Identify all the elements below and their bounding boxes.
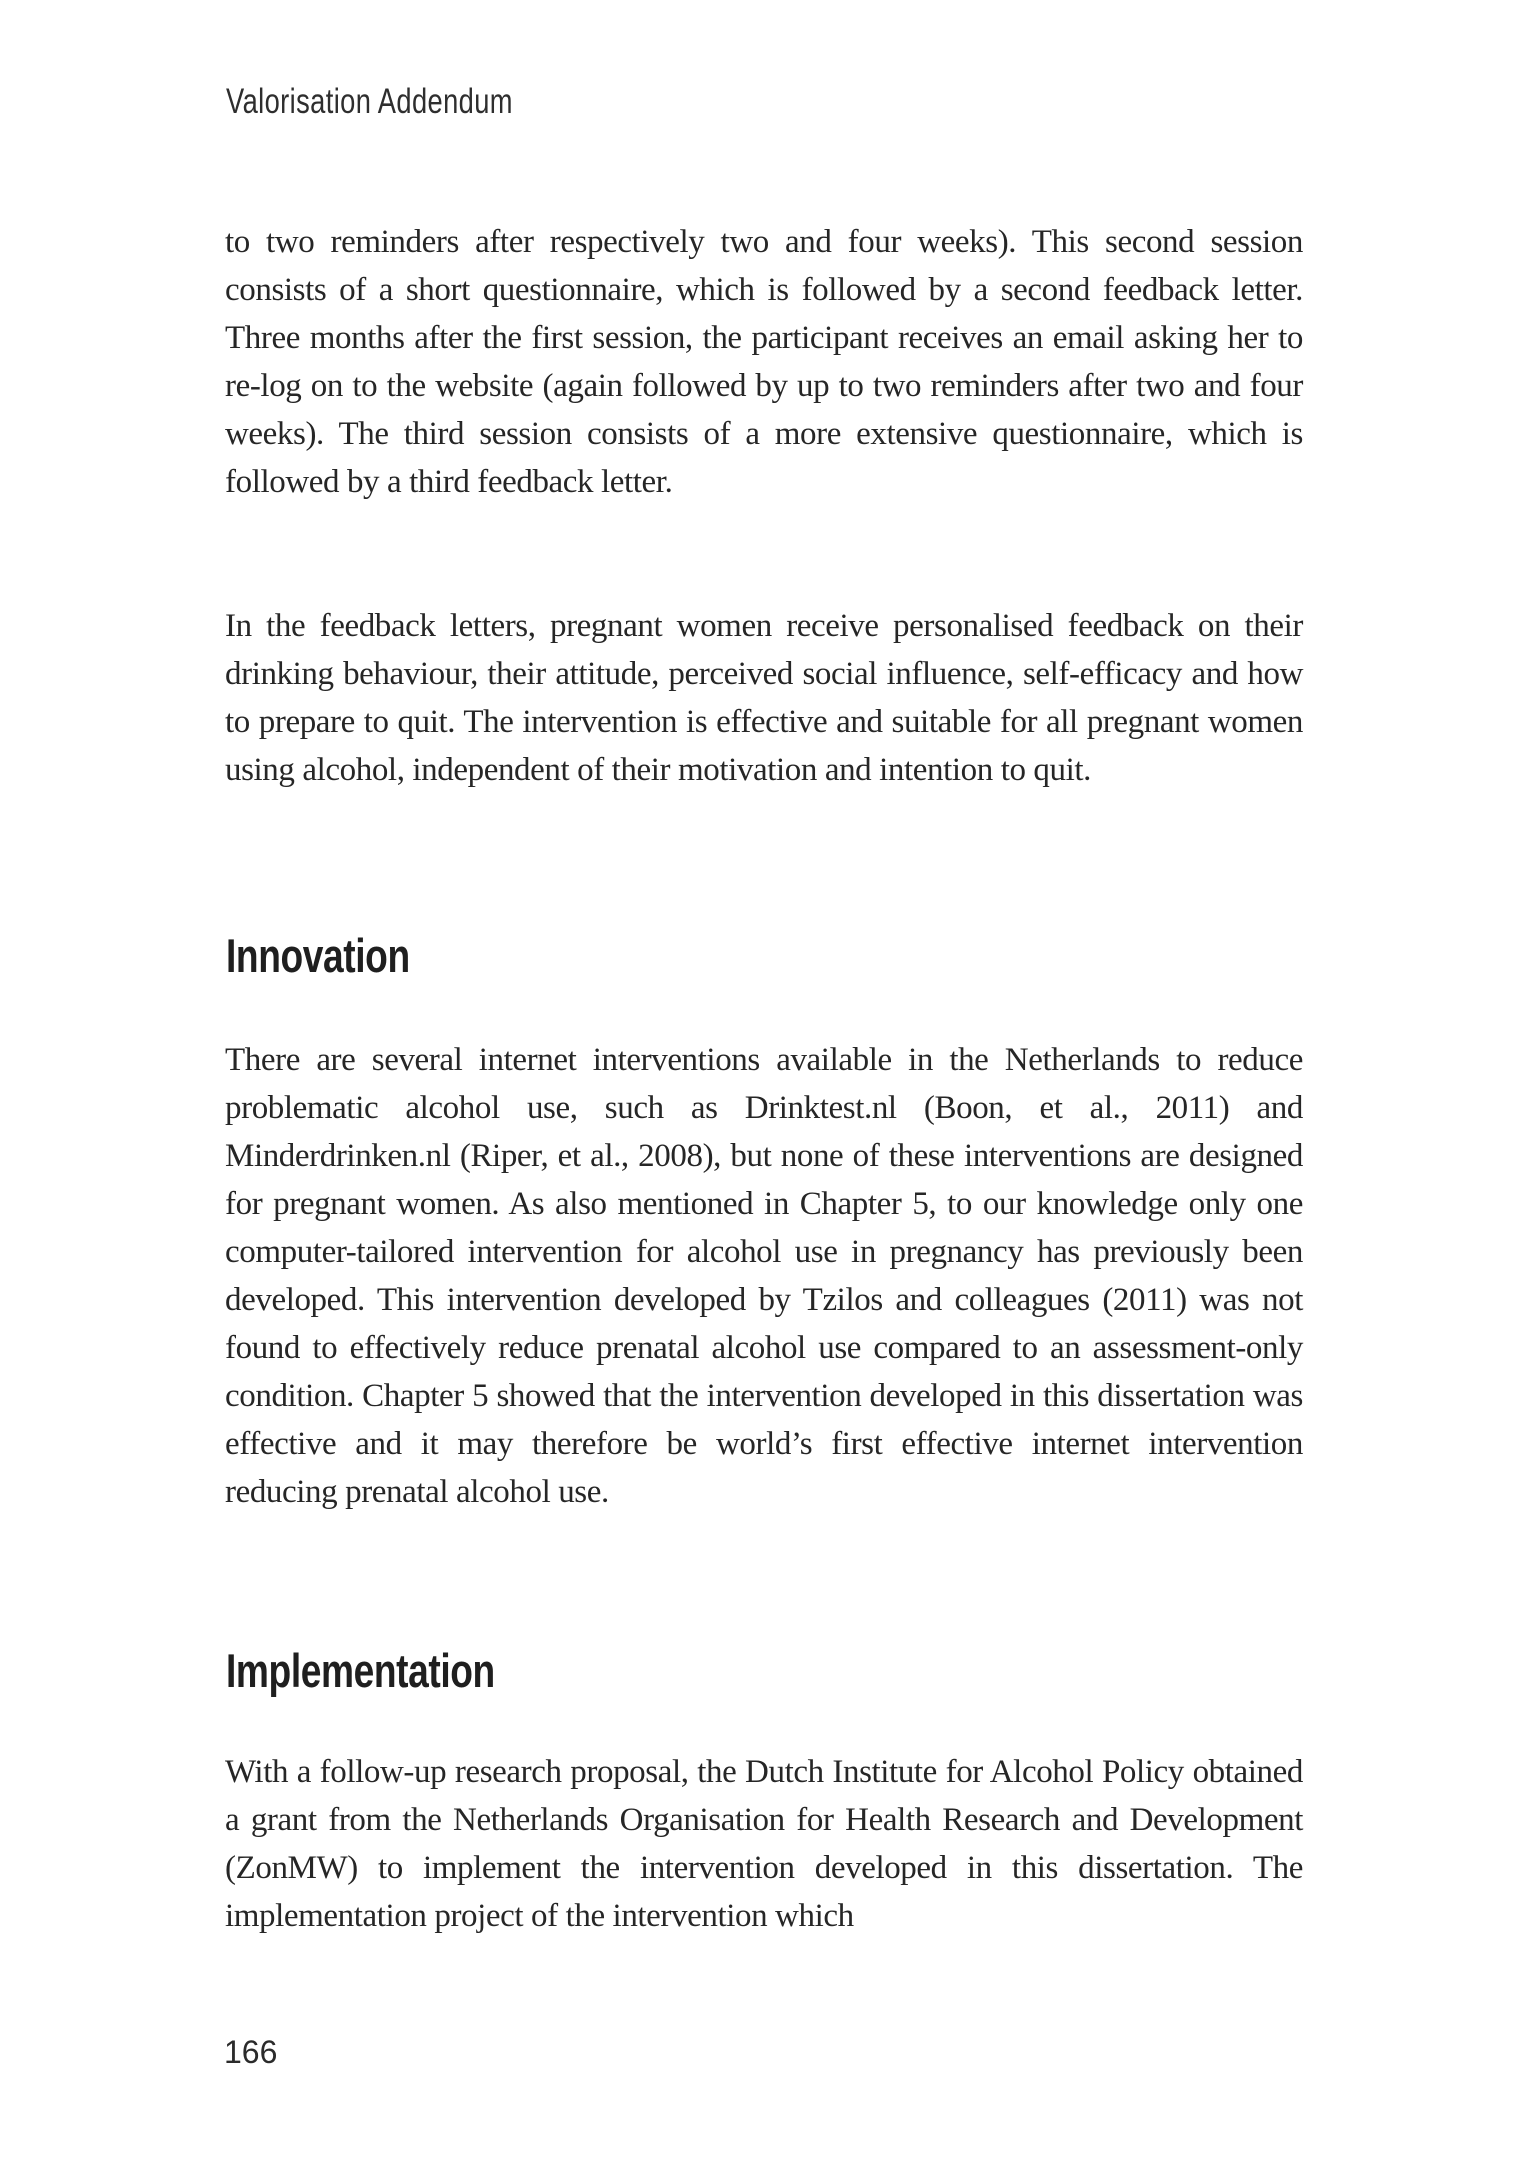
page-number: 166 — [224, 2034, 278, 2070]
heading-innovation: Innovation — [226, 929, 410, 982]
paragraph-feedback-letters: In the feedback letters, pregnant women receive personalised feedback on their drinking behaviour, their attitude, perceived social influence, self-efficacy and how to prepare to quit. The intervention is effective and suitable for all pregnant women using alcohol, independent of their motivation and intention to quit. — [225, 608, 1303, 788]
running-header: Valorisation Addendum — [226, 82, 513, 121]
paragraph-innovation: There are several internet interventions available in the Netherlands to reduce problematic alcohol use, such as Drinktest.nl (Boon, et al., 2011) and Minderdrinken.nl (Riper, et al., 2008), but none of these interventions are designed for pregnant women. As also mentioned in Chapter 5, to our knowledge only one computer-tailored intervention for alcohol use in pregnancy has previously been developed. This intervention developed by Tzilos and colleagues (2011) was not found to effectively reduce prenatal alcohol use compared to an assessment-only condition. Chapter 5 showed that the intervention developed in this dissertation was effective and it may therefore be world’s first effective internet intervention reducing prenatal alcohol use. — [225, 1042, 1303, 1510]
paragraph-implementation: With a follow-up research proposal, the Dutch Institute for Alcohol Policy obtained a grant from the Netherlands Organisation for Health Research and Development (ZonMW) to implement the intervention developed in this dissertation. The implementation project of the intervention which — [225, 1754, 1303, 1934]
paragraph-session-schedule: to two reminders after respectively two and four weeks). This second session consists of a short questionnaire, which is followed by a second feedback letter. Three months after the first session, the participant receives an email asking her to re-log on to the website (again followed by up to two reminders after two and four weeks). The third session consists of a more extensive questionnaire, which is followed by a third feedback letter. — [225, 224, 1303, 500]
heading-implementation: Implementation — [226, 1644, 495, 1697]
